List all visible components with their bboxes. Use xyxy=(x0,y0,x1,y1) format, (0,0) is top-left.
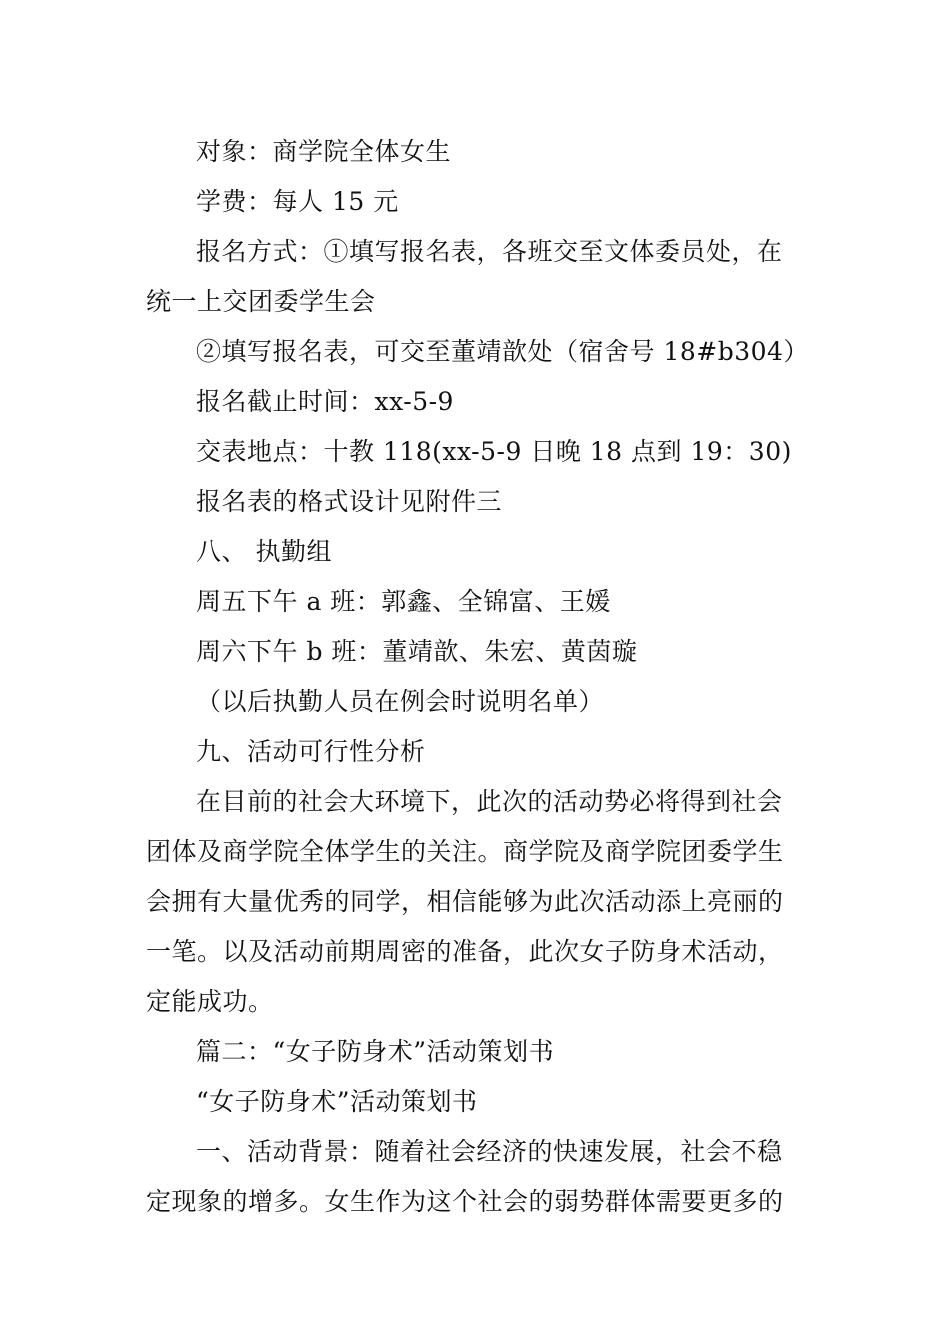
paragraph-line-location: 交表地点：十教 118(xx-5-9 日晚 18 点到 19：30) xyxy=(196,437,792,466)
section-heading-duty-group: 八、 执勤组 xyxy=(196,537,332,566)
chapter-heading-part-two: 篇二：“女子防身术”活动策划书 xyxy=(196,1037,555,1066)
paragraph-line-form-design: 报名表的格式设计见附件三 xyxy=(196,487,503,516)
paragraph-line-background-1: 一、活动背景：随着社会经济的快速发展，社会不稳 xyxy=(196,1137,783,1166)
paragraph-line-feasibility-4: 一笔。以及活动前期周密的准备，此次女子防身术活动， xyxy=(146,937,784,966)
paragraph-line-registration-alt: ②填写报名表，可交至董靖歆处（宿舍号 18#b304） xyxy=(196,337,809,366)
paragraph-line-duty-note: （以后执勤人员在例会时说明名单） xyxy=(196,687,605,716)
paragraph-line-background-2: 定现象的增多。女生作为这个社会的弱势群体需要更多的 xyxy=(146,1187,784,1216)
paragraph-line-feasibility-2: 团体及商学院全体学生的关注。商学院及商学院团委学生 xyxy=(146,837,784,866)
paragraph-line-deadline: 报名截止时间：xx-5-9 xyxy=(196,387,454,416)
paragraph-line-target: 对象：商学院全体女生 xyxy=(196,137,452,166)
document-title: “女子防身术”活动策划书 xyxy=(196,1087,478,1116)
paragraph-line-registration-cont: 统一上交团委学生会 xyxy=(146,287,376,316)
paragraph-line-registration: 报名方式：①填写报名表，各班交至文体委员处，在 xyxy=(196,237,783,266)
paragraph-line-feasibility-5: 定能成功。 xyxy=(146,987,274,1016)
paragraph-line-fee: 学费：每人 15 元 xyxy=(196,187,399,216)
paragraph-line-saturday-shift: 周六下午 b 班：董靖歆、朱宏、黄茵璇 xyxy=(196,637,638,666)
section-heading-feasibility: 九、活动可行性分析 xyxy=(196,737,426,766)
paragraph-line-feasibility-1: 在目前的社会大环境下，此次的活动势必将得到社会 xyxy=(196,787,783,816)
paragraph-line-friday-shift: 周五下午 a 班：郭鑫、全锦富、王媛 xyxy=(196,587,611,616)
paragraph-line-feasibility-3: 会拥有大量优秀的同学，相信能够为此次活动添上亮丽的 xyxy=(146,887,784,916)
